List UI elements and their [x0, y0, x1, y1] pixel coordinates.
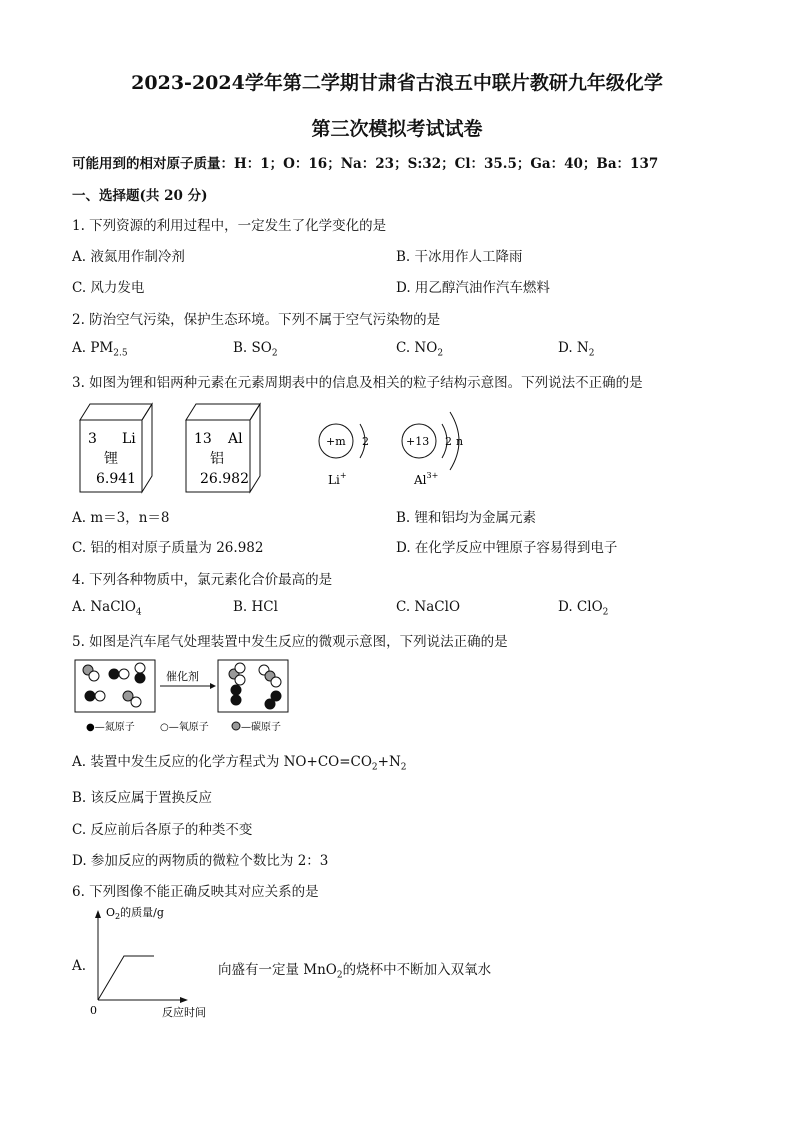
exam-title: 2023-2024学年第二学期甘肃省古浪五中联片教研九年级化学 [131, 72, 663, 94]
al-name: 铝 [210, 451, 224, 467]
q1-option-b: B. 干冰用作人工降雨 [396, 249, 523, 265]
q3-option-c: C. 铝的相对原子质量为 26.982 [72, 540, 264, 556]
catalyst-label: 催化剂 [166, 670, 199, 683]
q1-option-c: C. 风力发电 [72, 280, 145, 296]
q3-stem: 3. 如图为锂和铝两种元素在元素周期表中的信息及相关的粒子结构示意图。下列说法不正确的是 [72, 375, 643, 391]
al-ion-label: $Al^{3+}$ [414, 471, 439, 487]
li-symbol: Li [122, 431, 136, 447]
al-shell-1: 2 [445, 435, 452, 448]
q2-option-c: C. $NO_2$ [396, 340, 444, 359]
carbon-swatch [232, 722, 240, 730]
y-axis-label: $O_2$的质量/g [106, 906, 164, 921]
li-element-cell [80, 404, 152, 492]
q4-option-b: B. HCl [233, 599, 278, 615]
q3-option-a: A. m＝3，n＝8 [72, 510, 170, 526]
exam-subtitle: 第三次模拟考试试卷 [311, 118, 483, 140]
q4-option-c: C. NaClO [396, 599, 461, 615]
q1-option-a: A. 液氮用作制冷剂 [72, 249, 185, 265]
origin-label: 0 [90, 1004, 97, 1017]
q5-option-d: D. 参加反应的两物质的微粒个数比为 2：3 [72, 853, 329, 869]
q2-stem: 2. 防治空气污染，保护生态环境。下列不属于空气污染物的是 [72, 312, 441, 328]
li-nucleus: +m [326, 435, 346, 448]
q4-stem: 4. 下列各种物质中，氯元素化合价最高的是 [72, 572, 333, 588]
q6-option-a-label: A. [72, 958, 87, 974]
al-element-cell [186, 404, 260, 492]
q2-option-d: D. $N_2$ [558, 340, 595, 359]
q5-figure [70, 656, 310, 740]
graph-line [98, 956, 154, 1000]
legend-oxygen: ○—氧原子 [160, 722, 209, 733]
q3-option-b: B. 锂和铝均为金属元素 [396, 510, 537, 526]
li-name: 锂 [104, 451, 118, 467]
al-shell-2: n [456, 435, 464, 448]
al-nucleus: +13 [406, 435, 430, 448]
q1-stem: 1. 下列资源的利用过程中，一定发生了化学变化的是 [72, 218, 387, 234]
legend-nitrogen: ●—氮原子 [86, 722, 135, 733]
q5-option-c: C. 反应前后各原子的种类不变 [72, 822, 253, 838]
al-mass: 26.982 [200, 471, 249, 487]
q3-option-d: D. 在化学反应中锂原子容易得到电子 [396, 540, 618, 556]
q6-stem: 6. 下列图像不能正确反映其对应关系的是 [72, 884, 319, 900]
q3-figure [70, 398, 490, 498]
al-ion-structure [402, 412, 463, 487]
q5-option-b: B. 该反应属于置换反应 [72, 790, 213, 806]
q1-option-d: D. 用乙醇汽油作汽车燃料 [396, 280, 550, 296]
q2-option-a: A. $PM_{2.5}$ [72, 340, 128, 359]
q4-option-a: A. NaClO$_4$ [72, 599, 142, 618]
al-atomic-number: 13 [194, 431, 212, 447]
q6-graph-a [86, 904, 226, 1022]
q5-stem: 5. 如图是汽车尾气处理装置中发生反应的微观示意图，下列说法正确的是 [72, 634, 508, 650]
li-atomic-number: 3 [88, 431, 97, 447]
li-mass: 6.941 [96, 471, 137, 487]
legend-carbon: —碳原子 [241, 722, 281, 733]
atomic-masses: 可能用到的相对原子质量：H：1；O：16；Na：23；S:32；Cl：35.5；Ga：40；Ba：137 [72, 156, 659, 172]
li-ion-structure [319, 424, 369, 487]
section-heading: 一、选择题(共 20 分) [72, 188, 208, 204]
q2-option-b: B. $SO_2$ [233, 340, 278, 359]
li-shell-1: 2 [362, 435, 369, 448]
q4-option-d: D. ClO$_2$ [558, 599, 609, 618]
q6-option-a-desc: 向盛有一定量 MnO$_2$的烧杯中不断加入双氧水 [218, 962, 492, 981]
al-symbol: Al [228, 431, 243, 447]
x-axis-label: 反应时间 [162, 1006, 206, 1019]
q5-option-a: A. 装置中发生反应的化学方程式为 $NO+CO=CO_2+N_2$ [72, 754, 407, 773]
li-ion-label: Li+ [328, 471, 347, 487]
